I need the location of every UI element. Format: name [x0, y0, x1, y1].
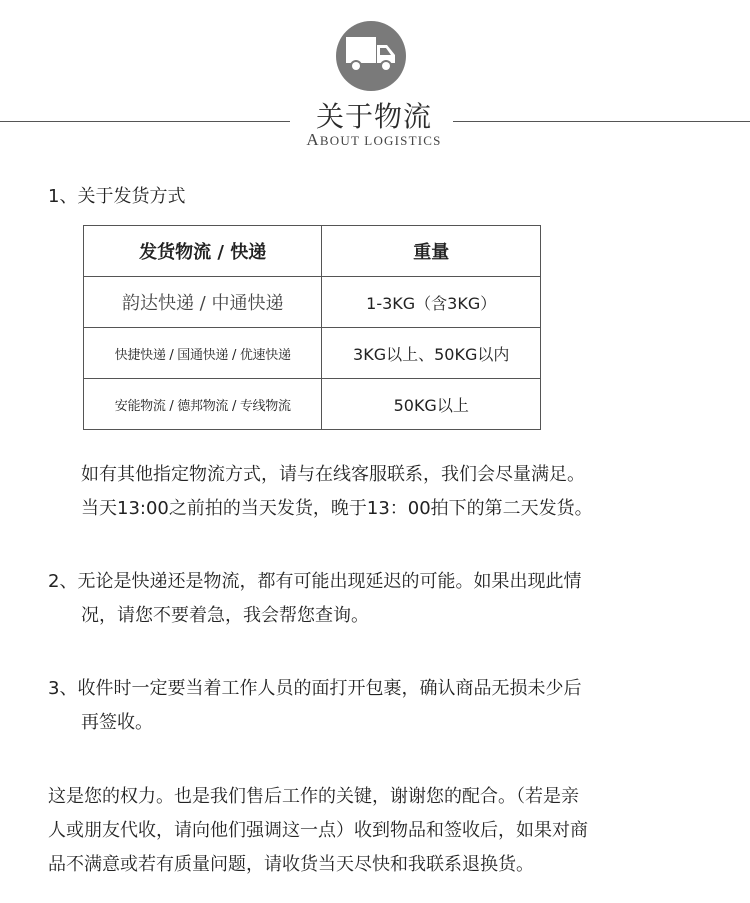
table-header-weight: 重量: [322, 226, 541, 277]
shipping-table: [83, 225, 541, 430]
title-divider-left: [0, 121, 290, 122]
section2-line1: 2、无论是快递还是物流，都有可能出现延迟的可能。如果出现此情: [48, 571, 582, 592]
table-cell-carrier: 韵达快递 / 中通快递: [84, 277, 322, 328]
section1-note-line1: 如有其他指定物流方式，请与在线客服联系，我们会尽量满足。: [81, 464, 585, 485]
closing-line2: 人或朋友代收，请向他们强调这一点）收到物品和签收后，如果对商: [48, 820, 588, 841]
subtitle-rest: BOUT LOGISTICS: [319, 133, 442, 148]
table-cell-carrier: 安能物流 / 德邦物流 / 专线物流: [84, 379, 322, 430]
table-header-carrier: 发货物流 / 快递: [84, 226, 322, 277]
table-cell-weight: 50KG以上: [322, 379, 541, 430]
closing-line3: 品不满意或若有质量问题，请收货当天尽快和我联系退换货。: [48, 854, 534, 875]
subtitle-initial: A: [306, 130, 320, 149]
table-cell-weight: 1-3KG（含3KG）: [322, 277, 541, 328]
section1-heading: 1、关于发货方式: [48, 186, 186, 207]
table-row: [84, 328, 541, 379]
closing-line1: 这是您的权力。也是我们售后工作的关键，谢谢您的配合。（若是亲: [48, 786, 579, 807]
page-subtitle: [296, 130, 452, 150]
page-title: 关于物流: [315, 100, 432, 133]
section3-line2: 再签收。: [81, 712, 153, 733]
table-cell-weight: 3KG以上、50KG以内: [322, 328, 541, 379]
table-row: [84, 379, 541, 430]
truck-icon: [336, 21, 406, 91]
title-divider-right: [453, 121, 750, 122]
section2-line2: 况，请您不要着急，我会帮您查询。: [81, 605, 369, 626]
table-row: [84, 277, 541, 328]
section3-line1: 3、收件时一定要当着工作人员的面打开包裹，确认商品无损未少后: [48, 678, 582, 699]
section1-note-line2: 当天13:00之前拍的当天发货，晚于13：00拍下的第二天发货。: [81, 498, 593, 519]
table-header-row: [84, 226, 541, 277]
table-cell-carrier: 快捷快递 / 国通快递 / 优速快递: [84, 328, 322, 379]
